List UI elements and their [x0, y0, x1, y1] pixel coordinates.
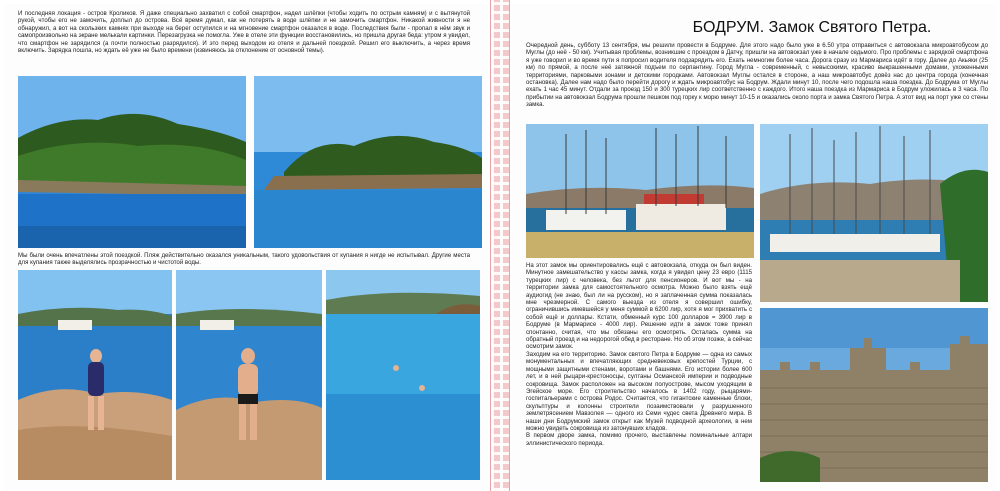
bodrum-harbor-photo: [526, 124, 754, 258]
rocky-islet-photo: [254, 76, 482, 248]
right-page: [512, 4, 996, 490]
island-pines-photo: [18, 76, 246, 248]
page-title: БОДРУМ. Замок Святого Петра.: [692, 19, 932, 36]
rabbit-island-text: И последняя локация - остров Кроликов. Я даже специально захватил с собой смартфон, надел шлёпки (чтобы ходить по острым камням) и с вытянутой рукой, чтобы его не замочить, доплыл до острова. Всё время думал, как не потерять в воде шлёпки и не замочить смартфон. Никакой живности я не обнаружил, а вот на скользких камнях при выходе на берег оступился и на мгновение смартфон оказался в воде. Последствия были - пропал в нём звук и самопроизвольно на экране мелькали картинки. Перезагрузка не помогла. Уже в отеле эти функции восстановились, но пришла другая беда: утром я увидел, что смартфон не зарядился (а почти полностью разрядился). И это перед выходом из отеля и дальней поездкой. Решил его выключить, а через время включить. Зарядка пошла, но ждать её уже не было времени (извиняюсь за отклонение от основной темы).: [18, 10, 470, 55]
castle-paragraph: В первом дворе замка, помимо прочего, выставлены поминальные алтари эллинистического периода.: [526, 432, 752, 447]
page-binding: [490, 0, 510, 491]
castle-story-text: [526, 262, 752, 486]
man-on-rocks-photo: [176, 270, 322, 480]
left-page: [4, 4, 488, 490]
woman-on-rocks-photo: [18, 270, 172, 480]
impressions-text: Мы были очень впечатлены этой поездкой. Пляж действительно оказался уникальным, такого удовольствия от купания я нигде не испытывал. Другие места для купания также выделялись прозрачностью и чистотой воды.: [18, 252, 470, 267]
castle-paragraph: Заходим на его территорию. Замок святого Петра в Бодруме — одна из самых монументальных и впечатляющих средневековых крепостей Турции, с мощными защитными стенами, воротами и башнями. Его истории более 600 лет, и в ней рыцари-крестоносцы, султаны Османской империи и подводные сокровища. Замок расположен на высоком полуострове, мысом уходящим в Эгейское море. Его строительство началось в 1402 году, рыцарями-госпитальерами с острова Родос. Считается, что гигантские каменные блоки, скульптуры и колонны строители позаимствовали у разрушенного землетрясением Мавзолея — одного из Семи чудес света Древнего мира. В наши дни Бодрумский замок открыт как Музей подводной археологии, в нем можно увидеть сокровища из затонувших кладов.: [526, 350, 752, 432]
swimmers-photo: [326, 270, 480, 480]
bodrum-intro-text: Очередной день, субботу 13 сентября, мы решили провести в Бодруме. Для этого надо было уже в 6.50 утра отправиться с автовокзала микроавтобусом до Муглы (до неё - 50 км). Учитывая проблемы, возникшие с проездом в Датчу, пришли на автовокзал уже в начале седьмого. Про проблемы с зарядкой смартфона я уже говорил и во время пути я попросил водителя подзарядить его. Ехать немногим более часа. Дорога сразу из Мармариса идёт в гору. Далее до Акьяки (25 км) по прямой, а после неё затяжной подъем по серпантину. Город Мугла - современный, с невысокими, красиво выкрашенными домами, ухоженными территориями, парковыми зонами и детскими городками. Автовокзал Муглы остался в стороне, а наш микроавтобус довёз нас до центра города (конечная остановка). Далее нам надо было перейти дорогу и ждать микроавтобус на Бодрум. Ждали минут 10, после чего подошла наша поездка. До Бодрума от Муглы ехать 1 час 45 минут. Отдали за проезд 150 и 300 турецких лир соответственно с каждого. Итого наша поездка из Мармариса в Бодрум уложилась в 3 часа. По прибытии на автовокзал Бодрума прошли пешком под горку к морю минут 10-15 и оказались около порта и замка Святого Петра. А этот вид на порт уже со стены замка.: [526, 42, 988, 109]
castle-walls-photo: [760, 308, 988, 482]
marina-view-photo: [760, 124, 988, 302]
castle-paragraph: На этот замок мы ориентировались ещё с автовокзала, откуда он был виден. Минутное замешательство у кассы замка, когда я увидел цену 23 евро (1115 турецких лир) с человека, без льгот для пенсионеров. И вот мы - на территории замка для самостоятельного осмотра. Можно было взять ещё аудиогид (не знаю, был ли на русском), но я заплаченная сумма показалась мне чрезмерной. С самого выезда из отеля я совершил ошибку, ограничившись имевшейся у меня суммой в 6200 лир, хотя я мог прихватить с собой ещё и доллары. Кстати, обменный курс 100 долларов = 3900 лир в Бодруме (в Мармарисе - 4000 лир). Решение идти в замок тоже принял спонтанно, считая, что мы обязаны его осмотреть. Осталась сумма на обратный проезд и на недорогой обед в ресторане. Но об этом позже, а сейчас осмотрим замок.: [526, 262, 752, 351]
